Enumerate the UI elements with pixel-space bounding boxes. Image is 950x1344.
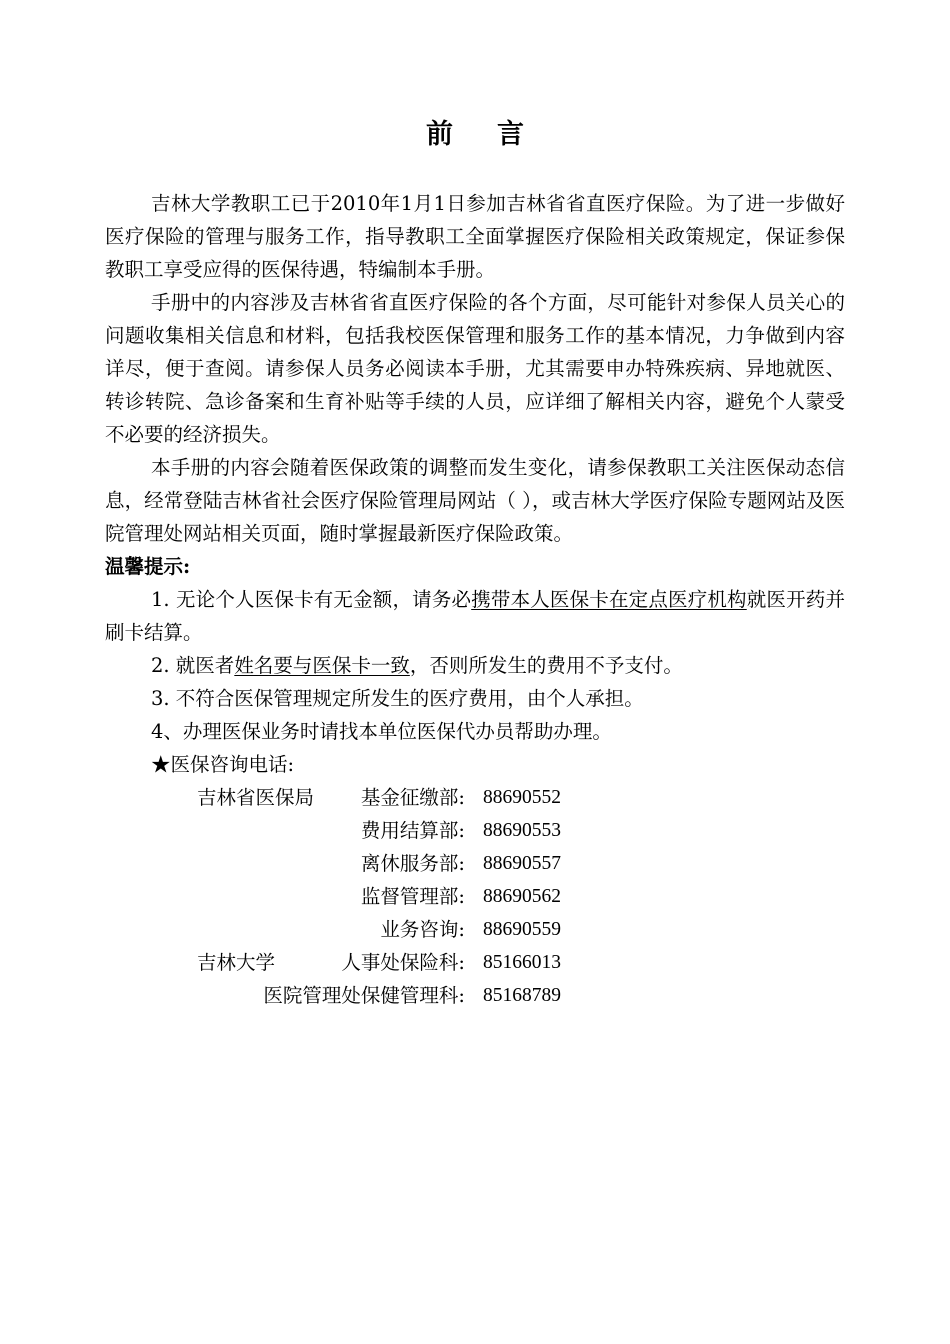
contact-row [105, 913, 845, 946]
intro-paragraph: 吉林大学教职工已于2010年1月1日参加吉林省省直医疗保险。为了进一步做好医疗保险的管理与服务工作，指导教职工全面掌握医疗保险相关政策规定，保证参保教职工享受应得的医保待遇，特编制本手册。 [105, 192, 845, 281]
tip-text: 4、办理医保业务时请找本单位医保代办员帮助办理。 [151, 720, 612, 743]
contact-org: 吉林大学 [197, 951, 276, 974]
tip-text: 1. 无论个人医保卡有无金额，请务必 [151, 588, 472, 611]
tip-item [105, 583, 845, 649]
contact-row [105, 946, 845, 979]
contact-phone: 88690557 [483, 853, 561, 874]
contact-dept: 监督管理部: [360, 885, 465, 908]
contact-row [105, 847, 845, 880]
contact-dept: 基金征缴部: [360, 786, 465, 809]
contact-row [105, 781, 845, 814]
contacts-list [105, 781, 845, 1012]
contact-row [105, 979, 845, 1012]
update-paragraph: 本手册的内容会随着医保政策的调整而发生变化，请参保教职工关注医保动态信息，经常登陆吉林省社会医疗保险管理局网站（ ），或吉林大学医疗保险专题网站及医院管理处网站相关页面，随时掌握最新医疗保险政策。 [105, 456, 845, 545]
tip-underlined-text: 携带本人医保卡在定点医疗机构 [471, 588, 747, 611]
contact-phone: 85168789 [483, 985, 561, 1006]
contacts-title: ★医保咨询电话: [151, 753, 295, 776]
contact-dept: 离休服务部: [360, 852, 465, 875]
contact-phone: 88690552 [483, 787, 561, 808]
page-title: 前言 [426, 119, 568, 150]
contact-phone: 88690559 [483, 919, 561, 940]
contact-org: 吉林省医保局 [197, 786, 315, 809]
tip-item [105, 649, 845, 682]
contact-row [105, 814, 845, 847]
contact-row [105, 880, 845, 913]
contact-phone: 88690553 [483, 820, 561, 841]
contact-dept: 人事处保险科: [341, 951, 465, 974]
tip-text: 就医开药并刷卡结算。 [105, 588, 845, 644]
tip-text: 2. 就医者 [151, 654, 235, 677]
contact-dept: 医院管理处保健管理科: [263, 984, 465, 1007]
contact-phone: 85166013 [483, 952, 561, 973]
tip-item [105, 682, 845, 715]
tip-underlined-text: 姓名要与医保卡一致 [234, 654, 410, 677]
contact-phone: 88690562 [483, 886, 561, 907]
contact-dept: 费用结算部: [360, 819, 465, 842]
tip-text: ，否则所发生的费用不予支付。 [409, 654, 683, 677]
contact-dept: 业务咨询: [380, 918, 465, 941]
tip-text: 3. 不符合医保管理规定所发生的医疗费用，由个人承担。 [151, 687, 644, 710]
document-body [105, 187, 845, 1012]
content-paragraph: 手册中的内容涉及吉林省省直医疗保险的各个方面，尽可能针对参保人员关心的问题收集相关信息和材料，包括我校医保管理和服务工作的基本情况，力争做到内容详尽，便于查阅。请参保人员务必阅读本手册，尤其需要申办特殊疾病、异地就医、转诊转院、急诊备案和生育补贴等手续的人员，应详细了解相关内容，避免个人蒙受不必要的经济损失。 [105, 291, 845, 446]
tips-heading: 温馨提示: [105, 555, 191, 578]
tip-item [105, 715, 845, 748]
